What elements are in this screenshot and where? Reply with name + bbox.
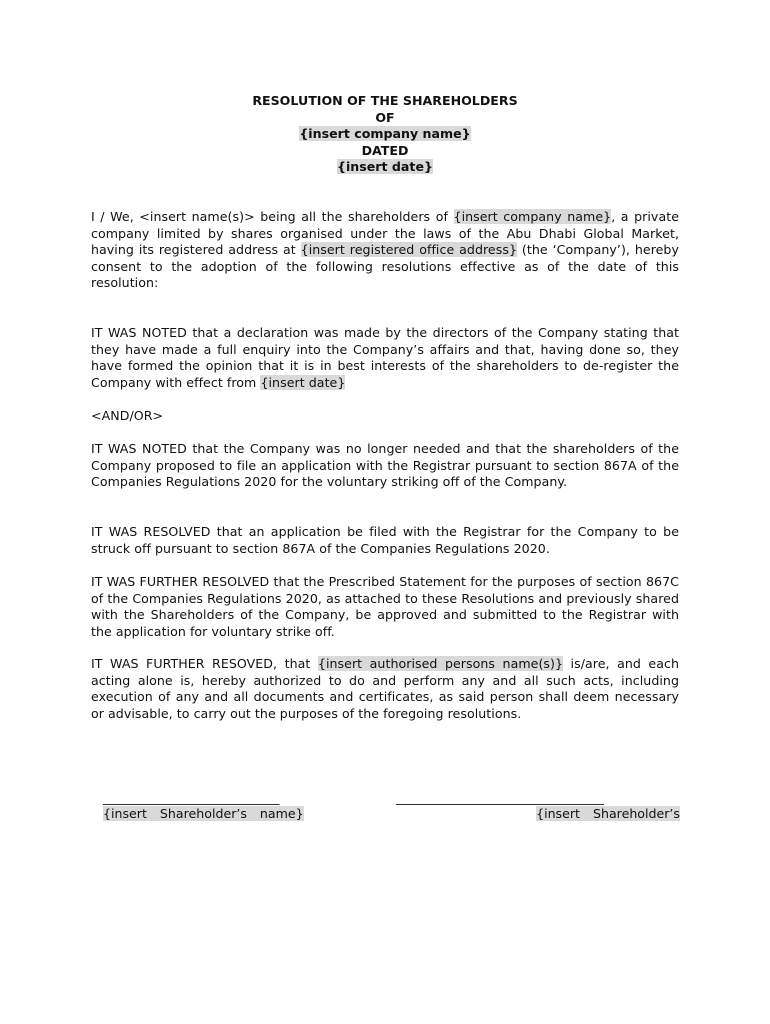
title-date-placeholder: {insert date}	[337, 159, 433, 175]
resolved-paragraph-1: IT WAS RESOLVED that an application be filed with the Registrar for the Company to be struck off pursuant to section 867A of the Companies Regulations 2020.	[91, 524, 679, 556]
title-company-placeholder: {insert company name}	[299, 126, 471, 142]
title-line-4: DATED	[361, 142, 409, 158]
resolved-paragraph-3: IT WAS FURTHER RESOVED, that {insert authorised persons name(s)} is/are, and each acting alone is, hereby authorized to do and perform any and all such acts, including execution of any and all documents and certificates, as said person shall deem necessary or advisable, to carry out the purposes of the foregoing resolutions.	[91, 656, 679, 721]
company-name-placeholder: {insert company name}	[453, 209, 612, 224]
signature-name-2: {insert Shareholder’s	[536, 806, 680, 821]
signature-name-1: {insert Shareholder’s name}	[103, 806, 304, 821]
and-or-marker: <AND/OR>	[91, 408, 164, 423]
deregister-date-placeholder: {insert date}	[260, 374, 346, 390]
noted-paragraph-1: IT WAS NOTED that a declaration was made by the directors of the Company stating that they have made a full enquiry into the Company’s affairs and that, having done so, they have formed the opinion that it is in best interests of the shareholders to de-register the Company with effect from {insert date}	[91, 325, 679, 390]
signature-line-1: ____________________________	[103, 790, 280, 805]
registered-address-placeholder: {insert registered office address}	[300, 242, 518, 258]
resolution-title-block	[0, 93, 770, 176]
authorised-persons-placeholder: {insert authorised persons name(s)}	[317, 656, 564, 671]
intro-paragraph: I / We, <insert name(s)> being all the shareholders of {insert company name}, a private company limited by shares organised under the laws of the Abu Dhabi Global Market, having its registered address at {insert registered office address} (the ‘Company’), hereby consent to the adoption of the following resolutions effective as of the date of this resolution:	[91, 209, 679, 291]
noted-paragraph-2: IT WAS NOTED that the Company was no longer needed and that the shareholders of the Company proposed to file an application with the Registrar pursuant to section 867A of the Companies Regulations 2020 for the voluntary striking off of the Company.	[91, 441, 679, 490]
title-line-2: OF	[375, 109, 395, 125]
resolved-paragraph-2: IT WAS FURTHER RESOLVED that the Prescribed Statement for the purposes of section 867C of the Companies Regulations 2020, as attached to these Resolutions and previously shared with the Shareholders of the Company, be approved and submitted to the Registrar with the application for voluntary strike off.	[91, 574, 679, 639]
signature-line-2: _________________________________	[396, 790, 604, 805]
title-line-1: RESOLUTION OF THE SHAREHOLDERS	[252, 93, 518, 108]
